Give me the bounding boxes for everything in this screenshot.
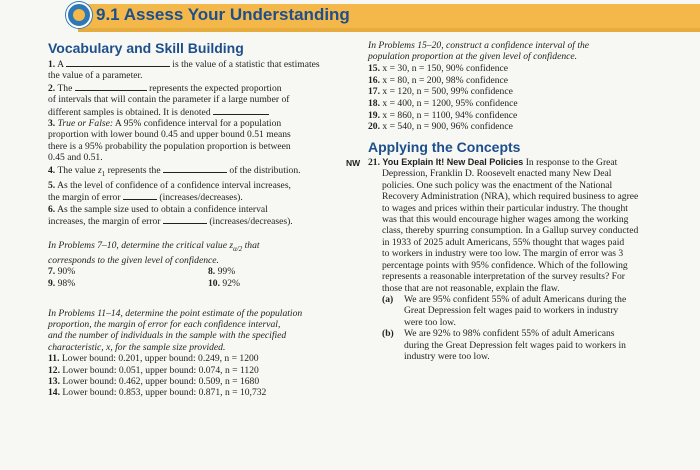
problem-10 xyxy=(208,278,348,290)
p9-num: 9. xyxy=(48,277,56,289)
problem-18 xyxy=(368,98,698,110)
section-badge-icon xyxy=(66,2,92,28)
q5-l1: As the level of confidence of a confidence interval increases, xyxy=(57,179,291,191)
q2-blank-2[interactable] xyxy=(213,106,269,115)
header-underline xyxy=(78,28,700,32)
p12-text: Lower bound: 0.051, upper bound: 0.074, n = 1120 xyxy=(62,364,259,376)
q4-a: The value xyxy=(57,164,96,176)
q3-num: 3. xyxy=(48,118,56,130)
p7-intro-3: corresponds to the given level of confidence. xyxy=(48,254,219,266)
p15-text: x = 30, n = 150, 90% confidence xyxy=(382,62,509,74)
p11-num: 11. xyxy=(48,353,60,365)
question-2 xyxy=(48,82,366,118)
p11-intro-1: In Problems 11–14, determine the point estimate of the population xyxy=(48,307,303,319)
q4-c: of the distribution. xyxy=(229,164,301,176)
p8-val: 99% xyxy=(217,266,236,278)
q21-title: You Explain It! New Deal Policies xyxy=(382,157,524,168)
option-a-line-2: Great Depression felt wages paid to workers in industry xyxy=(404,305,619,317)
problem-12 xyxy=(48,365,366,376)
q5-num: 5. xyxy=(48,179,56,191)
q21-body xyxy=(368,157,698,294)
p8-num: 8. xyxy=(208,266,216,278)
p15-intro-2: population proportion at the given level of confidence. xyxy=(368,51,578,63)
p7-intro-1: In Problems 7–10, determine the critical value z xyxy=(48,239,234,251)
p9-val: 98% xyxy=(57,277,76,289)
q2-a: The xyxy=(57,82,73,94)
p11-intro-3: and the number of individuals in the sample with the specified xyxy=(48,330,287,342)
p13-num: 13. xyxy=(48,375,60,387)
section-title: 9.1 Assess Your Understanding xyxy=(96,5,350,24)
q21-line-6: was that this would encourage higher wages among the working xyxy=(382,214,629,226)
q1-b: is the value of a statistic that estimates xyxy=(172,59,320,70)
q4-sub: 1 xyxy=(101,169,106,178)
q21-line-8: in 1933 of 2025 adult Americans, 55% thought that wages paid xyxy=(382,236,625,248)
p18-num: 18. xyxy=(368,97,380,109)
q1-blank[interactable] xyxy=(66,58,170,67)
option-a-line-1: We are 95% confident 55% of adult Americans during the xyxy=(404,293,627,305)
problem-9 xyxy=(48,278,208,290)
problems-15-20-list xyxy=(368,63,698,133)
p7-intro-sub: α/2 xyxy=(233,244,243,253)
q6-num: 6. xyxy=(48,203,56,215)
option-b-line-3: industry were too low. xyxy=(404,350,490,362)
q4-blank[interactable] xyxy=(163,164,227,173)
problem-7 xyxy=(48,266,208,278)
q6-a: increases, the margin of error xyxy=(48,216,161,228)
p11-intro-4: characteristic, x, for the sample size provided. xyxy=(48,341,226,353)
q3-l3: there is a 95% probability the population proportion is between xyxy=(48,140,291,152)
q2-d: different samples is obtained. It is denoted xyxy=(48,106,211,118)
right-column xyxy=(346,40,698,362)
p20-num: 20. xyxy=(368,121,380,133)
problem-14 xyxy=(48,387,366,398)
q2-b: represents the expected proportion xyxy=(149,82,282,94)
question-4 xyxy=(48,164,366,180)
q21-line-7: class, thereby spurring consumption. In a Gallup survey conducted xyxy=(382,225,639,237)
q21-num: 21. xyxy=(368,157,380,169)
p14-text: Lower bound: 0.853, upper bound: 0.871, n = 10,732 xyxy=(62,387,267,399)
problem-21 xyxy=(346,157,698,362)
q2-c: of intervals that will contain the parameter if a large number of xyxy=(48,94,290,106)
section-header xyxy=(0,0,700,36)
q3-l4: 0.45 and 0.51. xyxy=(48,152,103,164)
p12-num: 12. xyxy=(48,364,60,376)
p19-num: 19. xyxy=(368,109,380,121)
problem-8 xyxy=(208,266,348,278)
q1-c: the value of a parameter. xyxy=(48,70,143,82)
left-column xyxy=(48,40,366,399)
p15-num: 15. xyxy=(368,62,380,74)
p7-intro-2: that xyxy=(242,239,260,251)
q21-line-11: represents a reasonable interpretation of the survey results? For xyxy=(382,271,625,283)
p19-text: x = 860, n = 1100, 94% confidence xyxy=(382,109,518,121)
q21-line-1: In response to the Great xyxy=(525,157,618,169)
option-a-label: (a) xyxy=(382,293,394,305)
q3-l2: proportion with lower bound 0.45 and upper bound 0.51 means xyxy=(48,129,291,141)
problem-19 xyxy=(368,110,698,122)
p13-text: Lower bound: 0.462, upper bound: 0.509, n = 1680 xyxy=(62,375,260,387)
problem-20 xyxy=(368,121,698,133)
p11-intro-2: proportion, the margin of error for each confidence interval, xyxy=(48,318,281,330)
option-b-line-2: during the Great Depression felt wages paid to workers in xyxy=(404,339,626,351)
p10-num: 10. xyxy=(208,277,220,289)
question-3 xyxy=(48,118,366,164)
problem-13 xyxy=(48,376,366,387)
q3-l1: A 95% confidence interval for a population xyxy=(114,118,282,130)
p16-text: x = 80, n = 200, 98% confidence xyxy=(382,74,509,86)
p15-intro-1: In Problems 15–20, construct a confidence interval of the xyxy=(368,40,590,51)
q4-num: 4. xyxy=(48,164,56,176)
p7-num: 7. xyxy=(48,266,56,278)
concepts-heading: Applying the Concepts xyxy=(368,139,521,156)
q21-line-9: to workers in industry were too low. The margin of error was 3 xyxy=(382,248,624,260)
question-5 xyxy=(48,180,366,204)
q6-b: (increases/decreases). xyxy=(209,216,293,228)
question-6 xyxy=(48,204,366,228)
problems-11-14-intro xyxy=(48,308,366,354)
q4-b: represents the xyxy=(107,164,161,176)
q21-line-12: those that are not reasonable, explain the flaw. xyxy=(382,282,560,294)
q5-b: (increases/decreases). xyxy=(159,192,243,204)
q4-z: z xyxy=(97,164,102,176)
p11-text: Lower bound: 0.201, upper bound: 0.249, n = 1200 xyxy=(61,353,259,365)
question-1 xyxy=(48,58,366,82)
q2-num: 2. xyxy=(48,82,56,94)
p16-num: 16. xyxy=(368,74,380,86)
vocab-heading: Vocabulary and Skill Building xyxy=(48,40,244,56)
problems-7-10-intro xyxy=(48,240,366,267)
q5-a: the margin of error xyxy=(48,192,121,204)
q21-line-4: Recovery Administration (NRA), which required business to agree xyxy=(382,191,639,203)
p18-text: x = 400, n = 1200, 95% confidence xyxy=(382,97,518,109)
p10-val: 92% xyxy=(222,277,240,289)
p7-val: 90% xyxy=(57,266,76,278)
q6-l1: As the sample size used to obtain a confidence interval xyxy=(57,203,268,215)
option-a xyxy=(368,294,698,328)
option-b-line-1: We are 92% to 98% confident 55% of adult Americans xyxy=(404,328,615,340)
q3-lead: True or False: xyxy=(57,118,114,130)
q6-blank[interactable] xyxy=(163,215,207,224)
q1-num: 1. xyxy=(48,59,56,70)
q21-line-2: Depression, Franklin D. Roosevelt enacted many New Deal xyxy=(382,168,612,180)
q21-line-3: policies. One such policy was the enactment of the National xyxy=(382,179,613,191)
q21-line-10: percentage points with 95% confidence. Which of the following xyxy=(382,259,628,271)
problem-11 xyxy=(48,353,366,364)
p17-text: x = 120, n = 500, 99% confidence xyxy=(382,86,513,98)
option-a-line-3: were too low. xyxy=(404,316,456,328)
q1-a: A xyxy=(57,59,64,70)
option-b-label: (b) xyxy=(382,328,394,340)
p17-num: 17. xyxy=(368,86,380,98)
problem-17 xyxy=(368,86,698,98)
q21-line-5: to wages and prices within their particular industry. The thought xyxy=(382,202,628,214)
problems-15-20-intro xyxy=(368,40,698,63)
problem-15 xyxy=(368,63,698,75)
problems-7-10-grid xyxy=(48,266,366,289)
q2-blank-1[interactable] xyxy=(75,82,147,91)
p14-num: 14. xyxy=(48,387,60,399)
nw-tag: NW xyxy=(346,158,361,169)
problem-16 xyxy=(368,75,698,87)
p20-text: x = 540, n = 900, 96% confidence xyxy=(382,121,513,133)
q5-blank[interactable] xyxy=(123,191,157,200)
option-b xyxy=(368,328,698,362)
